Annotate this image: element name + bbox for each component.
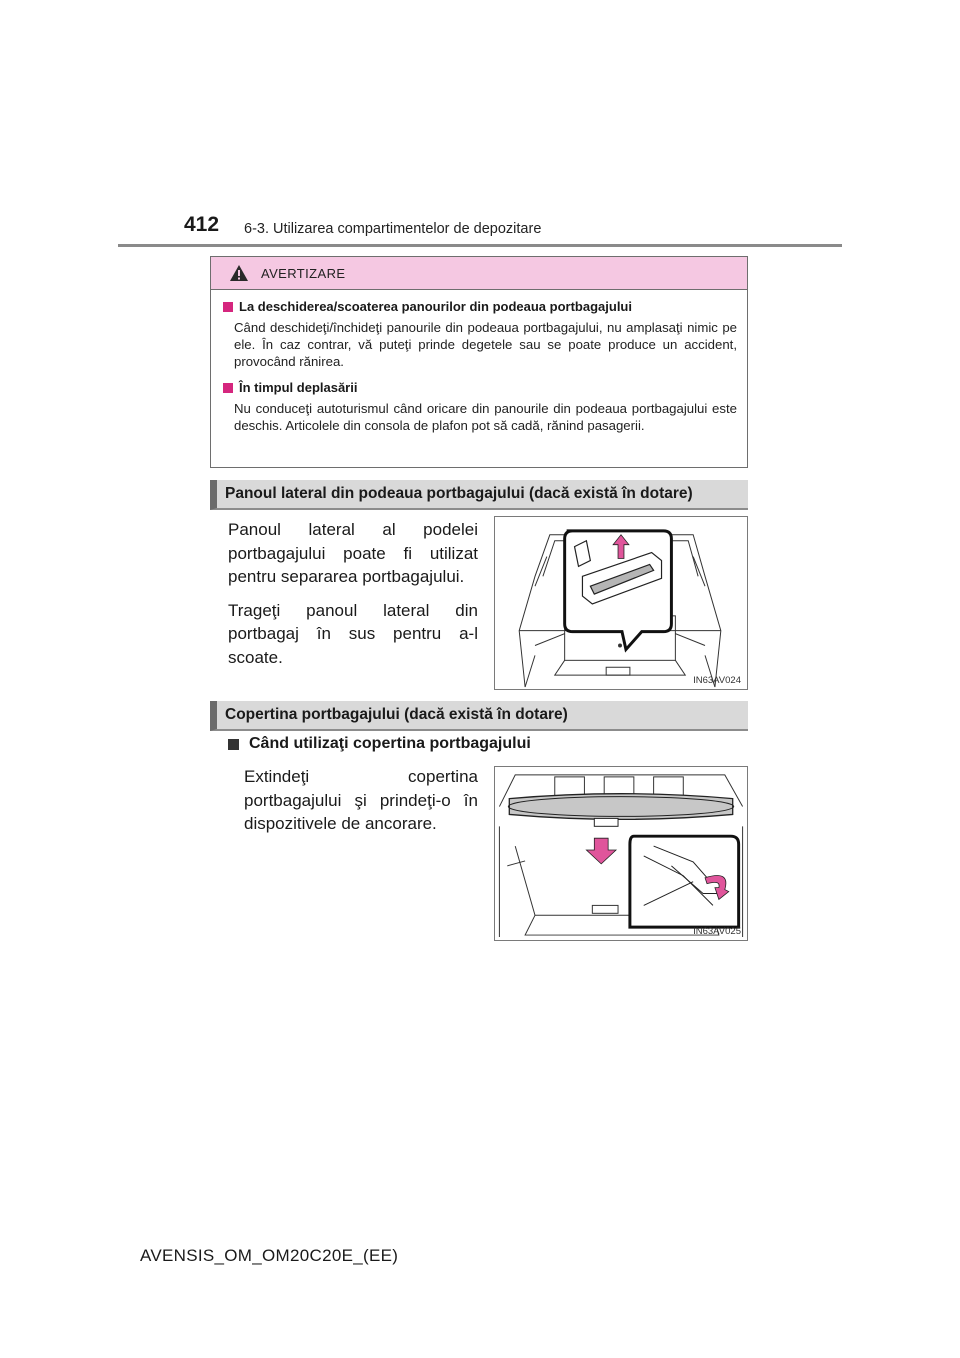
warning-box	[210, 256, 748, 468]
figure-code: IN63AV024	[693, 675, 741, 686]
illustration-tonneau-cover	[494, 766, 748, 941]
subheading	[228, 735, 531, 753]
warning-item-heading: În timpul deplasării	[239, 380, 358, 395]
document-code: AVENSIS_OM_OM20C20E_(EE)	[140, 1246, 399, 1265]
page-number: 412	[184, 213, 220, 236]
section1-text	[228, 518, 478, 679]
warning-item-heading: La deschiderea/scoaterea panourilor din podeaua portbagajului	[239, 299, 632, 314]
warning-item-body: Când deschideţi/închideţi panourile din podeaua portbagajului, nu amplasaţi nimic pe ele. În caz contrar, vă puteţi prinde degetele sau se poate produce un accident, provocând rănirea.	[234, 320, 737, 369]
section-bar-side-panel: Panoul lateral din podeaua portbagajului (dacă există în dotare)	[210, 480, 748, 510]
subheading-text: Când utilizaţi copertina portbagajului	[249, 735, 531, 752]
figure-code: IN63AV025	[693, 926, 741, 937]
trunk-side-panel-drawing	[495, 517, 747, 689]
section-title: 6-3. Utilizarea compartimentelor de depozitare	[244, 221, 542, 237]
warning-item	[223, 380, 737, 434]
warning-item	[223, 299, 737, 370]
bullet-square-icon	[228, 739, 239, 750]
warning-label: AVERTIZARE	[261, 265, 346, 281]
pink-bullet-icon	[223, 302, 233, 312]
trunk-cover-drawing	[495, 767, 747, 940]
paragraph: Panoul lateral al podelei portbagajului poate fi utilizat pentru separarea portbagajului.	[228, 520, 478, 586]
paragraph: Trageţi panoul lateral din portbagaj în sus pentru a-l scoate.	[228, 600, 478, 667]
header-rule	[118, 244, 842, 247]
warning-header	[211, 257, 747, 290]
warning-item-body: Nu conduceţi autoturismul când oricare din panourile din podeaua portbagajului este deschis. Articolele din consola de plafon pot să cadă, rănind pasagerii.	[234, 401, 737, 433]
pink-bullet-icon	[223, 383, 233, 393]
section2-text	[244, 765, 478, 846]
paragraph: Extindeţi copertina portbagajului şi prindeţi-o în dispozitivele de ancorare.	[244, 767, 478, 833]
warning-triangle-icon	[229, 264, 249, 282]
section-bar-tonneau-cover: Copertina portbagajului (dacă există în dotare)	[210, 701, 748, 731]
illustration-side-panel	[494, 516, 748, 690]
